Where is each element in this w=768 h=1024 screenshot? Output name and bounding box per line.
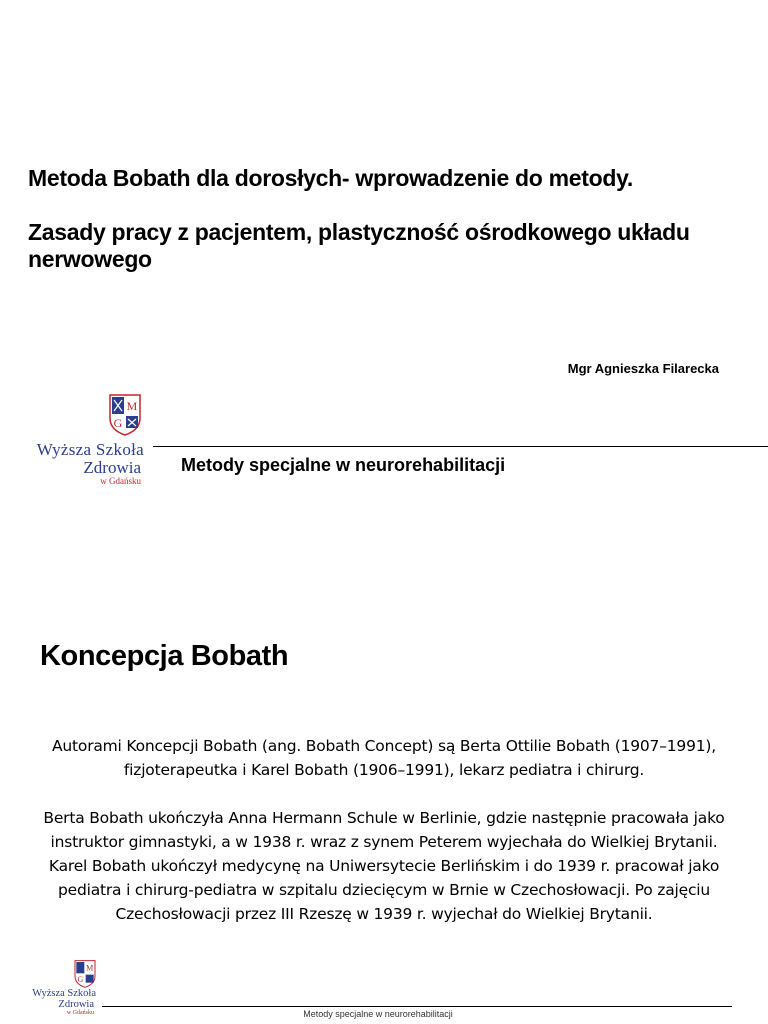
logo-line-3: w Gdańsku <box>100 476 141 486</box>
logo-line-2: Zdrowia <box>58 999 94 1010</box>
shield-icon <box>109 394 141 436</box>
paragraph-2: Berta Bobath ukończyła Anna Hermann Schule w Berlinie, gdzie następnie pracowała jako instruktor gimnastyki, a w 1938 r. wraz z synem Peterem wyjechała do Wielkiej Brytanii. Karel Bobath ukończył medycynę na Uniwersytecie Berlińskim i do 1939 r. pracował jako pediatra i chirurg-pediatra w szpitalu dziecięcym w Brnie w Czechosłowacji. Po zajęciu Czechosłowacji przez III Rzeszę w 1939 r. wyjechał do Wielkiej Brytanii. <box>43 809 725 923</box>
slide-2-body <box>30 734 738 926</box>
logo-line-2: Zdrowia <box>83 458 141 477</box>
shield-icon <box>74 960 96 988</box>
paragraph-1: Autorami Koncepcji Bobath (ang. Bobath Concept) są Berta Ottilie Bobath (1907–1991), fizjoterapeutka i Karel Bobath (1906–1991), lekarz pediatra i chirurg. <box>52 737 716 779</box>
monogram-bottom: G <box>77 975 84 984</box>
title-line-1: Metoda Bobath dla dorosłych- wprowadzenie do metody. <box>28 165 634 191</box>
divider-line <box>153 446 768 447</box>
logo-line-1: Wyższa Szkoła <box>36 440 144 459</box>
title-line-2: Zasady pracy z pacjentem, plastyczność ośrodkowego układu nerwowego <box>28 219 690 272</box>
slide-2 <box>0 512 768 1024</box>
monogram-top: M <box>86 963 94 973</box>
logo-line-3: w Gdańsku <box>66 1010 94 1016</box>
monogram-top: M <box>126 399 138 413</box>
monogram-bottom: G <box>113 416 123 430</box>
slide-1-title <box>28 165 728 273</box>
footer-text: Metody specjalne w neurorehabilitacji <box>303 1009 453 1019</box>
logo-line-1: Wyższa Szkoła <box>32 988 96 999</box>
course-name: Metody specjalne w neurorehabilitacji <box>181 455 506 475</box>
footer-divider <box>102 1006 732 1007</box>
author-name: Mgr Agnieszka Filarecka <box>567 361 719 376</box>
slide-2-title: Koncepcja Bobath <box>40 640 289 672</box>
